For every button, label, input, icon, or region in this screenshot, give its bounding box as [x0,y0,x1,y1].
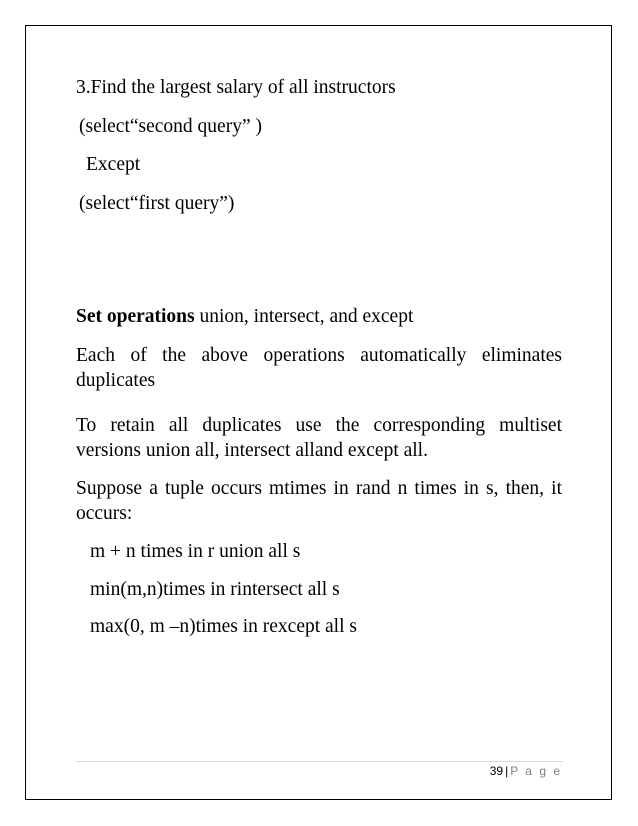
page-number: 39 [489,764,504,778]
query-line-select-first: (select“first query”) [79,193,235,214]
footer-separator: | [505,764,509,778]
paragraph-tuple-occurs: Suppose a tuple occurs mtimes in rand n times in s, then, it occurs: [76,478,562,524]
set-operations-heading [76,305,413,329]
query-line-select-second: (select“second query” ) [79,116,262,137]
rule-intersect-all: min(m,n)times in rintersect all s [90,579,340,600]
set-operations-title: Set operations [76,306,195,327]
rule-union-all: m + n times in r union all s [90,541,301,562]
paragraph-eliminates-duplicates: Each of the above operations automatically eliminates duplicates [76,345,562,391]
page-label: P a g e [510,764,562,778]
rule-except-all: max(0, m –n)times in rexcept all s [90,616,357,637]
set-operations-subtitle: union, intersect, and except [194,306,414,327]
paragraph-retain-duplicates: To retain all duplicates use the corresponding multiset versions union all, intersect alland except all. [76,415,562,461]
query-line-except: Except [86,154,141,175]
page-footer [490,764,562,778]
footer-rule [76,761,563,762]
query-heading: 3.Find the largest salary of all instructors [76,77,396,98]
